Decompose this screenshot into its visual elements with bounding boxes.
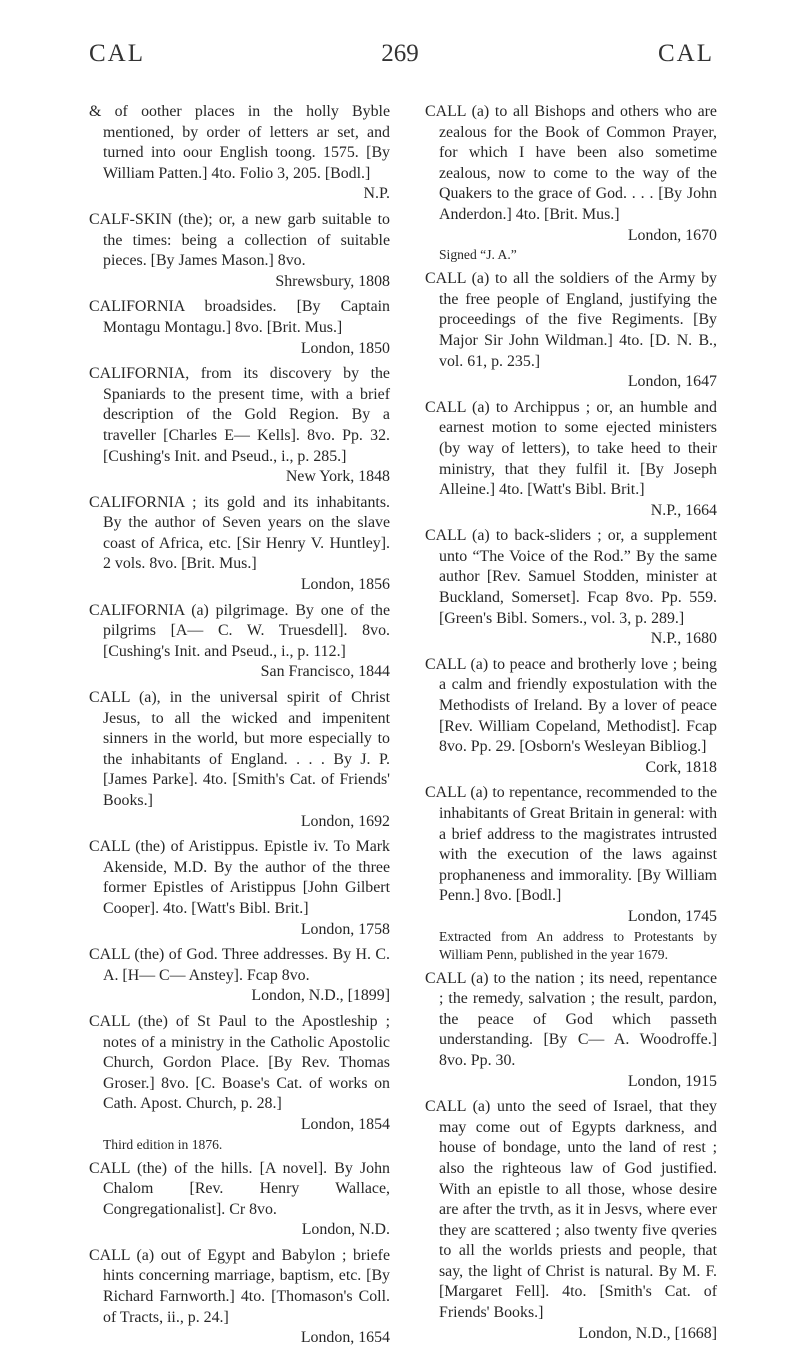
entry-imprint: London, 1670 [627,226,717,244]
entry-text: CALL (a) unto the seed of Israel, that they may come out of Egypts darkness, and house of bondage, unto the land of rest ; also the righteous law of God justified. With an epistle to all those, whose desire are after the trvth, as it in Jesvs, where ever they are scattered ; also twenty five qveries to all the worlds priests and people, that say, the light of Christ is natural. By M. F. [Margaret Fell]. 4to. [Smith's Cat. of Friends' Books.] [425,1098,717,1322]
entry-imprint: New York, 1848 [285,468,390,486]
catalog-entry [89,837,390,940]
header-right-keyword: CAL [658,40,714,67]
page-header [0,40,800,80]
catalog-entry [89,945,390,1007]
left-column [89,102,390,1349]
entry-text: CALL (a), in the universal spirit of Christ Jesus, to all the wicked and impenitent sinners in the world, but more especially to the inhabitants of England. . . . By J. P. [James Parke]. 4to. [Smith's Cat. of Friends' Books.] [89,689,390,809]
catalog-entry [89,102,390,205]
entry-text: CALL (a) to all Bishops and others who are zealous for the Book of Common Prayer, for which I have been also sometime zealous, now to come to the way of the Quakers to the grace of God. . . . [By John Anderdon.] 4to. [Brit. Mus.] [425,103,717,223]
entry-text: & of oother places in the holly Byble mentioned, by order of letters ar set, and turned into oour English toong. 1575. [By William Patten.] 4to. Folio 3, 205. [Bodl.] [89,103,390,182]
entry-note: Third edition in 1876. [103,1136,223,1152]
catalog-entry [425,398,717,522]
catalog-entry [89,601,390,683]
entry-imprint: London, 1745 [627,907,717,925]
entry-text: CALL (the) of Aristippus. Epistle iv. To Mark Akenside, M.D. By the author of the three former Epistles of Aristippus [John Gilbert Cooper]. 4to. [Watt's Bibl. Brit.] [89,838,390,917]
entry-text: CALIFORNIA (a) pilgrimage. By one of the pilgrims [A— C. W. Truesdell]. 8vo. [Cushing's Init. and Pseud., i., p. 112.] [89,601,390,660]
entry-imprint: N.P., 1680 [650,630,717,648]
catalog-entry [425,969,717,1093]
entry-note: Signed “J. A.” [439,247,517,263]
entry-imprint: London, 1850 [300,339,390,357]
catalog-entry [425,269,717,393]
catalog-entry [89,297,390,359]
entry-text: CALL (the) of the hills. [A novel]. By John Chalom [Rev. Henry Wallace, Congregationalist]. Cr 8vo. [89,1159,390,1218]
entry-imprint: N.P., 1664 [650,501,717,519]
entry-imprint: London, 1692 [300,812,390,830]
right-column [425,102,717,1344]
catalog-entry [425,655,717,779]
entry-text: CALL (a) to peace and brotherly love ; being a calm and friendly expostulation with the Methodists of Ireland. By a lover of peace [Rev. William Copeland, Methodist]. Fcap 8vo. Pp. 29. [Osborn's Wesleyan Bibliog.] [425,655,717,756]
entry-imprint: London, 1856 [300,576,390,594]
entry-imprint: London, 1647 [627,373,717,391]
entry-imprint: London, 1915 [627,1072,717,1090]
entry-text: CALL (a) to Archippus ; or, an humble and earnest motion to some ejected ministers (by way of letters), to take heed to their ministry, that they fulfil it. [By Joseph Alleine.] 4to. [Watt's Bibl. Brit.] [425,398,717,499]
entry-imprint: London, N.D., [1899] [251,987,390,1005]
entry-imprint: London, 1654 [300,1329,390,1347]
entry-text: CALL (a) to repentance, recommended to the inhabitants of Great Britain in general: with a brief address to the magistrates intrusted with the execution of the laws against prophaneness and immorality. [By William Penn.] 8vo. [Bodl.] [425,784,718,905]
entry-text: CALIFORNIA, from its discovery by the Spaniards to the present time, with a brief description of the Gold Region. By a traveller [Charles E— Kells]. 8vo. Pp. 32. [Cushing's Init. and Pseud., i., p. 285.] [89,365,390,465]
entry-imprint: London, 1758 [300,920,390,938]
catalog-entry [425,1097,717,1344]
catalog-entry [89,1159,390,1241]
entry-imprint: London, 1854 [300,1115,390,1133]
entry-note: Extracted from An address to Protestants by William Penn, published in the year 1679. [439,928,717,962]
entry-text: CALL (a) to back-sliders ; or, a supplement unto “The Voice of the Rod.” By the same author [Rev. Samuel Stodden, minister at Buckland, Somerset]. Fcap 8vo. Pp. 559. [Green's Bibl. Somers., vol. 3, p. 289.] [425,527,717,627]
catalog-entry [425,102,717,264]
catalog-entry [425,526,717,650]
catalog-entry [89,1246,390,1349]
entry-imprint: Shrewsbury, 1808 [275,272,390,290]
entry-text: CALL (a) to the nation ; its need, repentance ; the remedy, salvation ; the result, pardon, the peace of God which passeth understanding. [By C— A. Woodroffe.] 8vo. Pp. 30. [425,969,717,1069]
entry-imprint: San Francisco, 1844 [260,663,390,681]
page-number: 269 [381,40,419,67]
catalog-entry [425,783,717,963]
entry-imprint: London, N.D., [1668] [578,1324,717,1342]
entry-imprint: Cork, 1818 [645,758,717,776]
entry-imprint: London, N.D. [301,1221,390,1239]
catalog-entry [89,1012,390,1154]
entry-text: CALIFORNIA broadsides. [By Captain Montagu Montagu.] 8vo. [Brit. Mus.] [89,298,390,336]
entry-text: CALIFORNIA ; its gold and its inhabitants. By the author of Seven years on the slave coast of Africa, etc. [Sir Henry V. Huntley]. 2 vols. 8vo. [Brit. Mus.] [89,493,390,573]
catalog-entry [89,688,390,832]
entry-text: CALF-SKIN (the); or, a new garb suitable to the times: being a collection of suitable pieces. [By James Mason.] 8vo. [89,210,390,270]
entry-text: CALL (the) of St Paul to the Apostleship ; notes of a ministry in the Catholic Apostolic Church, Gordon Place. [By Rev. Thomas Groser.] 8vo. [C. Boase's Cat. of works on Cath. Apost. Church, p. 28.] [89,1012,390,1113]
header-left-keyword: CAL [89,40,145,67]
entry-text: CALL (the) of God. Three addresses. By H. C. A. [H— C— Anstey]. Fcap 8vo. [89,946,390,984]
catalog-entry [89,210,390,292]
catalog-entry [89,364,390,488]
entry-text: CALL (a) out of Egypt and Babylon ; briefe hints concerning marriage, baptism, etc. [By Richard Farnworth.] 4to. [Thomason's Coll. of Tracts, ii., p. 24.] [89,1246,390,1326]
entry-imprint: N.P. [363,185,390,203]
entry-text: CALL (a) to all the soldiers of the Army by the free people of England, justifying the proceedings of the five Regiments. [By Major Sir John Wildman.] 4to. [D. N. B., vol. 61, p. 235.] [425,270,717,370]
catalog-entry [89,493,390,596]
